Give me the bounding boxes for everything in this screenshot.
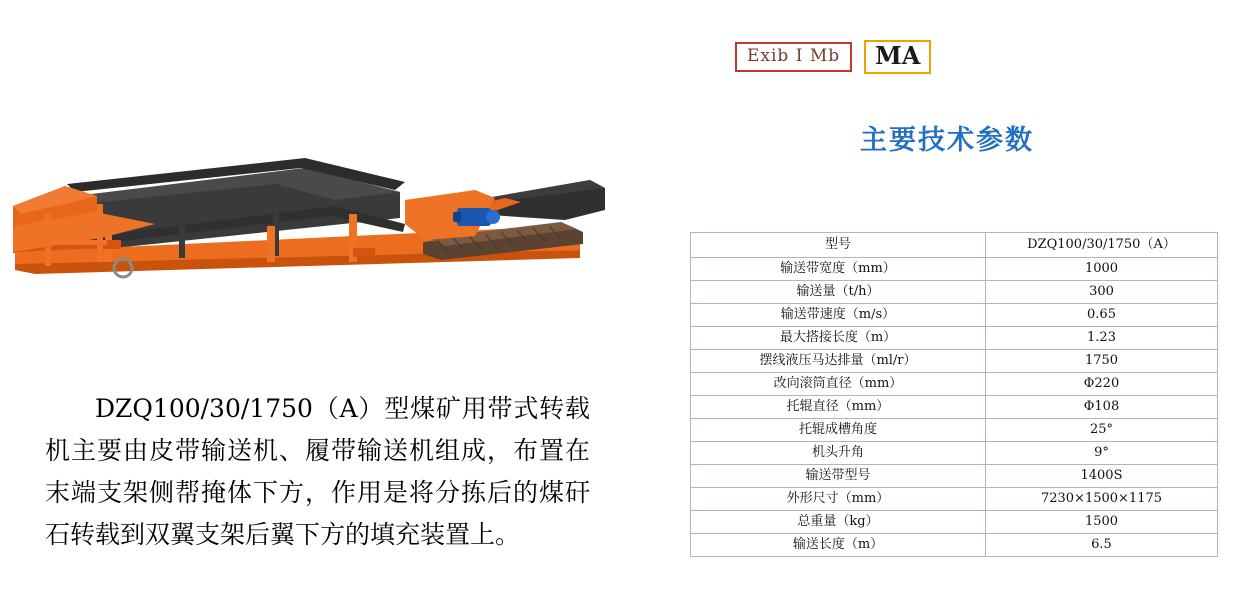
table-row [691,350,1218,373]
table-cell-label: 输送量（t/h） [691,281,986,304]
right-content-panel [640,0,1254,607]
table-cell-label: 托辊成槽角度 [691,419,986,442]
table-cell-value: Φ220 [985,373,1217,396]
table-cell-value: 1500 [985,511,1217,534]
table-cell-value: 1400S [985,465,1217,488]
table-row [691,327,1218,350]
table-cell-value: 0.65 [985,304,1217,327]
table-cell-value: 7230×1500×1175 [985,488,1217,511]
product-illustration [5,140,605,300]
table-cell-label: 输送带速度（m/s） [691,304,986,327]
table-cell-label: 机头升角 [691,442,986,465]
table-row [691,511,1218,534]
table-cell-value: 25° [985,419,1217,442]
table-cell-label: 最大搭接长度（m） [691,327,986,350]
table-row [691,534,1218,557]
table-cell-label: 输送带宽度（mm） [691,258,986,281]
table-cell-label: 改向滚筒直径（mm） [691,373,986,396]
table-row [691,442,1218,465]
table-row [691,258,1218,281]
table-cell-label: 总重量（kg） [691,511,986,534]
section-title: 主要技术参数 [860,125,1034,156]
table-cell-value: 1750 [985,350,1217,373]
table-cell-value: 300 [985,281,1217,304]
table-row [691,396,1218,419]
table-row [691,281,1218,304]
table-cell-label: 输送长度（m） [691,534,986,557]
table-cell-label: 型号 [691,233,986,258]
table-cell-value: 9° [985,442,1217,465]
table-cell-value: 1.23 [985,327,1217,350]
exib-mark-icon: Exib I Mb [735,42,852,72]
ma-mark-icon: MA [864,40,931,74]
table-cell-value: Φ108 [985,396,1217,419]
table-row-header [691,233,1218,258]
table-cell-label: 外形尺寸（mm） [691,488,986,511]
table-cell-value: 6.5 [985,534,1217,557]
spec-table-container [690,232,1218,557]
table-cell-value: 1000 [985,258,1217,281]
conveyor-machine-drawing [5,140,605,300]
product-description: DZQ100/30/1750（A）型煤矿用带式转载机主要由皮带输送机、履带输送机组成，布置在末端支架侧帮掩体下方，作用是将分拣后的煤矸石转载到双翼支架后翼下方的填充装置上。 [45,394,590,549]
table-row [691,373,1218,396]
table-row [691,419,1218,442]
table-cell-label: 托辊直径（mm） [691,396,986,419]
certification-marks [735,40,931,74]
table-row [691,465,1218,488]
technical-parameters-table [690,232,1218,557]
table-row [691,304,1218,327]
table-cell-label: 摆线液压马达排量（ml/r） [691,350,986,373]
table-cell-value: DZQ100/30/1750（A） [985,233,1217,258]
table-row [691,488,1218,511]
table-cell-label: 输送带型号 [691,465,986,488]
